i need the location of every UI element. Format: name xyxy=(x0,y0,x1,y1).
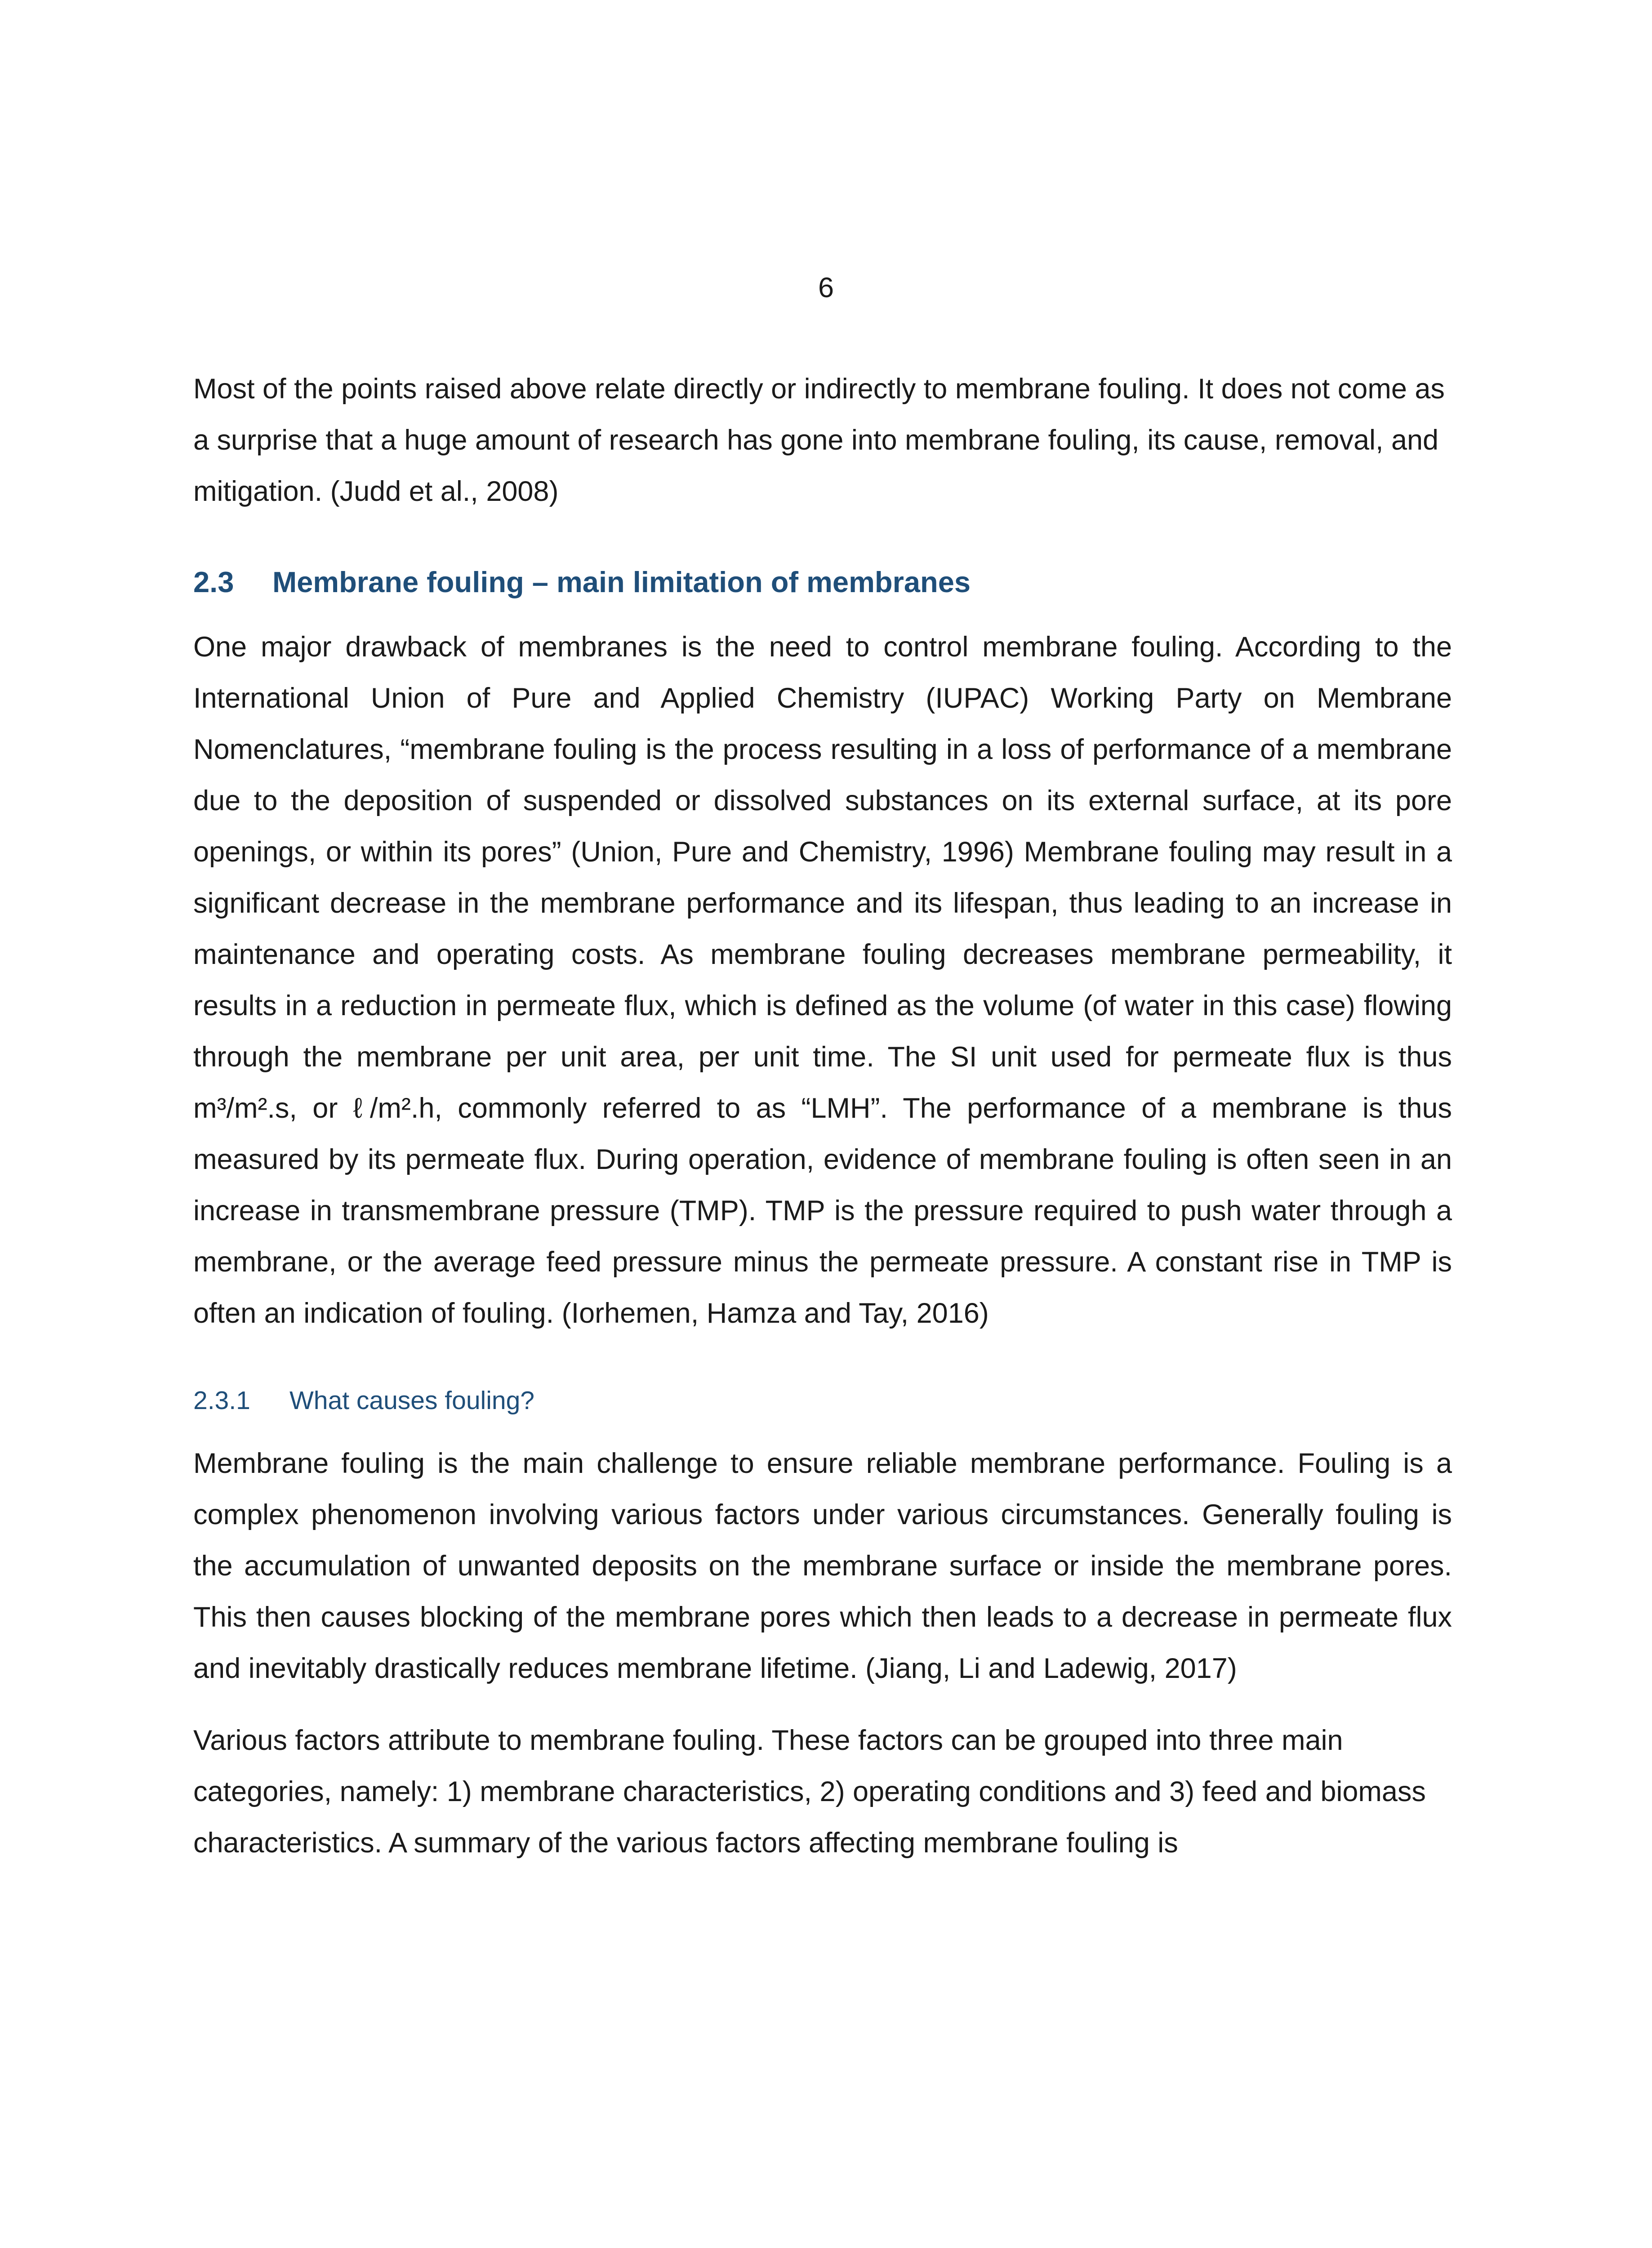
page-number: 6 xyxy=(818,272,834,303)
page-body xyxy=(193,363,1452,1869)
section-title: Membrane fouling – main limitation of membranes xyxy=(272,566,971,598)
subsection-paragraph-1: Membrane fouling is the main challenge to ensure reliable membrane performance. Fouling is a complex phenomenon involving various factors under various circumstances. Generally fouling is the accumulation of unwanted deposits on the membrane surface or inside the membrane pores. This then causes blocking of the membrane pores which then leads to a decrease in permeate flux and inevitably drastically reduces membrane lifetime. (Jiang, Li and Ladewig, 2017) xyxy=(193,1448,1452,1684)
subsection-number: 2.3.1 xyxy=(193,1386,250,1415)
subsection-title: What causes fouling? xyxy=(289,1386,534,1415)
subsection-paragraph-2: Various factors attribute to membrane fouling. These factors can be grouped into three main categories, namely: 1) membrane characteristics, 2) operating conditions and 3) feed and biomass characteristics. A summary of the various factors affecting membrane fouling is xyxy=(193,1725,1426,1859)
section-number: 2.3 xyxy=(193,566,234,598)
subsection-heading xyxy=(193,1380,1452,1421)
intro-paragraph: Most of the points raised above relate directly or indirectly to membrane fouling. It does not come as a surprise that a huge amount of research has gone into membrane fouling, its cause, removal, and mitigation. (Judd et al., 2008) xyxy=(193,373,1445,507)
section-heading xyxy=(193,562,1452,602)
section-paragraph: One major drawback of membranes is the need to control membrane fouling. According to the International Union of Pure and Applied Chemistry (IUPAC) Working Party on Membrane Nomenclatures, “membrane fouling is the process resulting in a loss of performance of a membrane due to the deposition of suspended or dissolved substances on its external surface, at its pore openings, or within its pores” (Union, Pure and Chemistry, 1996) Membrane fouling may result in a significant decrease in the membrane performance and its lifespan, thus leading to an increase in maintenance and operating costs. As membrane fouling decreases membrane permeability, it results in a reduction in permeate flux, which is defined as the volume (of water in this case) flowing through the membrane per unit area, per unit time. The SI unit used for permeate flux is thus m³/m².s, or ℓ/m².h, commonly referred to as “LMH”. The performance of a membrane is thus measured by its permeate flux. During operation, evidence of membrane fouling is often seen in an increase in transmembrane pressure (TMP). TMP is the pressure required to push water through a membrane, or the average feed pressure minus the permeate pressure. A constant rise in TMP is often an indication of fouling. (Iorhemen, Hamza and Tay, 2016) xyxy=(193,631,1452,1329)
